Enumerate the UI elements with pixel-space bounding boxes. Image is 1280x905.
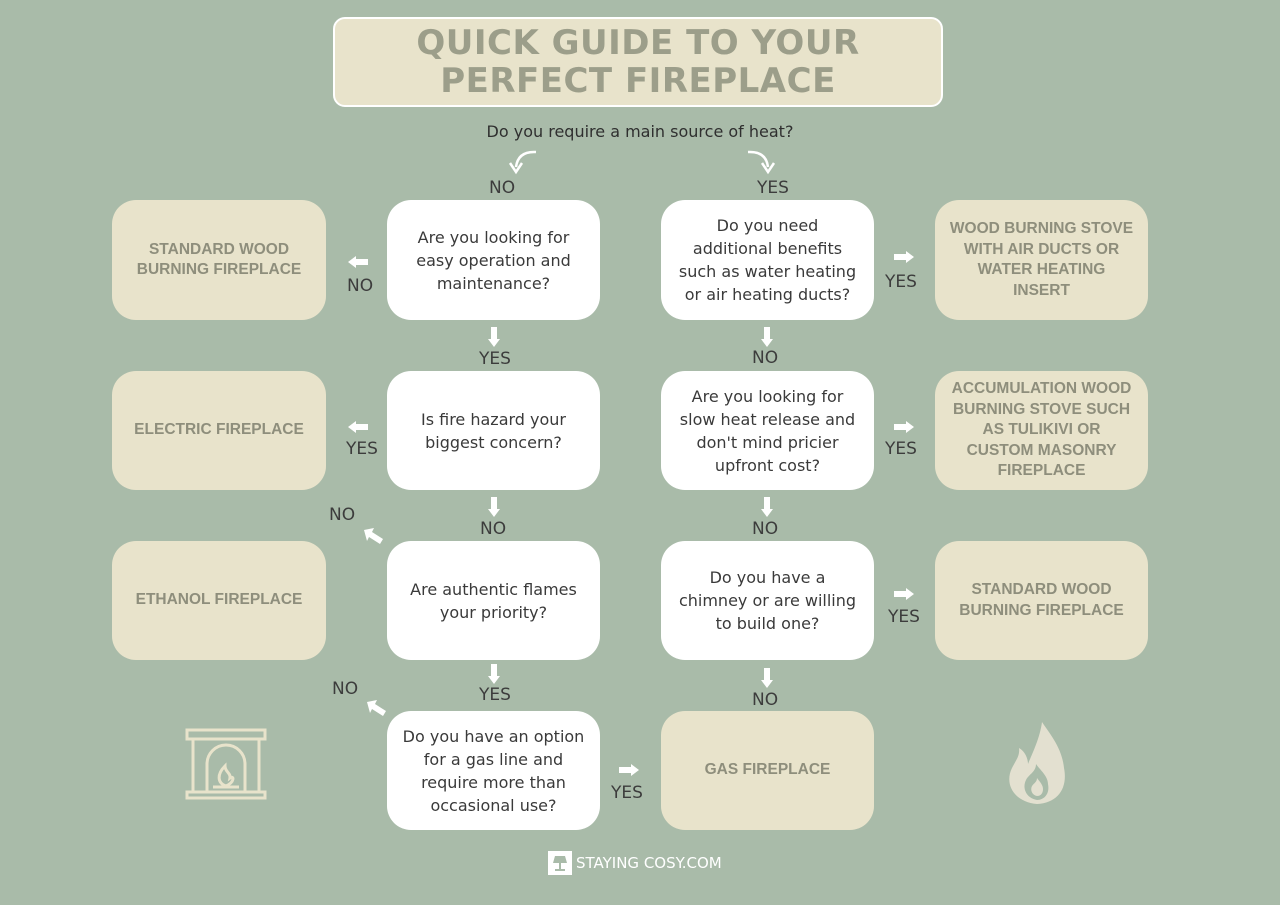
outcome-accumulation-stove: ACCUMULATION WOOD BURNING STOVE SUCH AS TULIKIVI OR CUSTOM MASONRY FIREPLACE <box>935 371 1148 490</box>
arrow-down-icon <box>487 497 501 517</box>
curved-arrow-right-icon <box>744 147 780 177</box>
question-box-slow-heat-release: Are you looking for slow heat release and don't mind pricier upfront cost? <box>661 371 874 490</box>
title-banner <box>333 17 943 107</box>
arrow-right-icon <box>892 250 914 264</box>
q5-no-label: NO <box>752 348 779 368</box>
question-box-easy-operation: Are you looking for easy operation and maintenance? <box>387 200 600 320</box>
arrow-down-icon <box>760 497 774 517</box>
q7-yes-label: YES <box>888 607 920 627</box>
q2-no-side-label: NO <box>329 505 356 525</box>
q1-yes-label: YES <box>479 349 511 369</box>
arrow-down-icon <box>487 664 501 684</box>
outcome-electric-fireplace: ELECTRIC FIREPLACE <box>112 371 326 490</box>
q3-yes-label: YES <box>479 685 511 705</box>
q5-yes-label: YES <box>885 272 917 292</box>
start-question: Do you require a main source of heat? <box>486 122 794 141</box>
question-box-authentic-flames: Are authentic flames your priority? <box>387 541 600 660</box>
arrow-right-icon <box>617 763 639 777</box>
title-line-1: QUICK GUIDE TO YOUR <box>416 23 860 63</box>
fireplace-icon <box>185 728 267 800</box>
arrow-down-icon <box>760 668 774 688</box>
branch-yes-label: YES <box>757 178 789 198</box>
question-box-additional-benefits: Do you need additional benefits such as water heating or air heating ducts? <box>661 200 874 320</box>
outcome-standard-wood-burning-left: STANDARD WOOD BURNING FIREPLACE <box>112 200 326 320</box>
question-box-gas-line: Do you have an option for a gas line and require more than occasional use? <box>387 711 600 830</box>
arrow-up-left-icon <box>364 528 384 546</box>
outcome-ethanol-fireplace: ETHANOL FIREPLACE <box>112 541 326 660</box>
q2-yes-label: YES <box>346 439 378 459</box>
q7-no-label: NO <box>752 690 779 710</box>
arrow-up-left-icon <box>367 700 387 718</box>
question-box-chimney: Do you have a chimney or are willing to build one? <box>661 541 874 660</box>
curved-arrow-left-icon <box>504 147 540 177</box>
q3-no-side-label: NO <box>332 679 359 699</box>
footer-brand-text: STAYING COSY.COM <box>576 854 722 872</box>
arrow-left-icon <box>348 255 370 269</box>
q6-yes-label: YES <box>885 439 917 459</box>
arrow-down-icon <box>760 327 774 347</box>
arrow-right-icon <box>892 587 914 601</box>
q1-no-label: NO <box>347 276 374 296</box>
footer-brand <box>548 850 722 876</box>
arrow-down-icon <box>487 327 501 347</box>
outcome-standard-wood-burning-right: STANDARD WOOD BURNING FIREPLACE <box>935 541 1148 660</box>
q4-yes-label: YES <box>611 783 643 803</box>
outcome-gas-fireplace: GAS FIREPLACE <box>661 711 874 830</box>
q2-no-label: NO <box>480 519 507 539</box>
arrow-left-icon <box>348 420 370 434</box>
title-line-2: PERFECT FIREPLACE <box>440 61 836 101</box>
lamp-icon <box>548 851 572 875</box>
outcome-wood-stove-air-ducts: WOOD BURNING STOVE WITH AIR DUCTS OR WATER HEATING INSERT <box>935 200 1148 320</box>
q6-no-label: NO <box>752 519 779 539</box>
branch-no-label: NO <box>489 178 516 198</box>
question-box-fire-hazard: Is fire hazard your biggest concern? <box>387 371 600 490</box>
flame-icon <box>1002 718 1072 806</box>
arrow-right-icon <box>892 420 914 434</box>
